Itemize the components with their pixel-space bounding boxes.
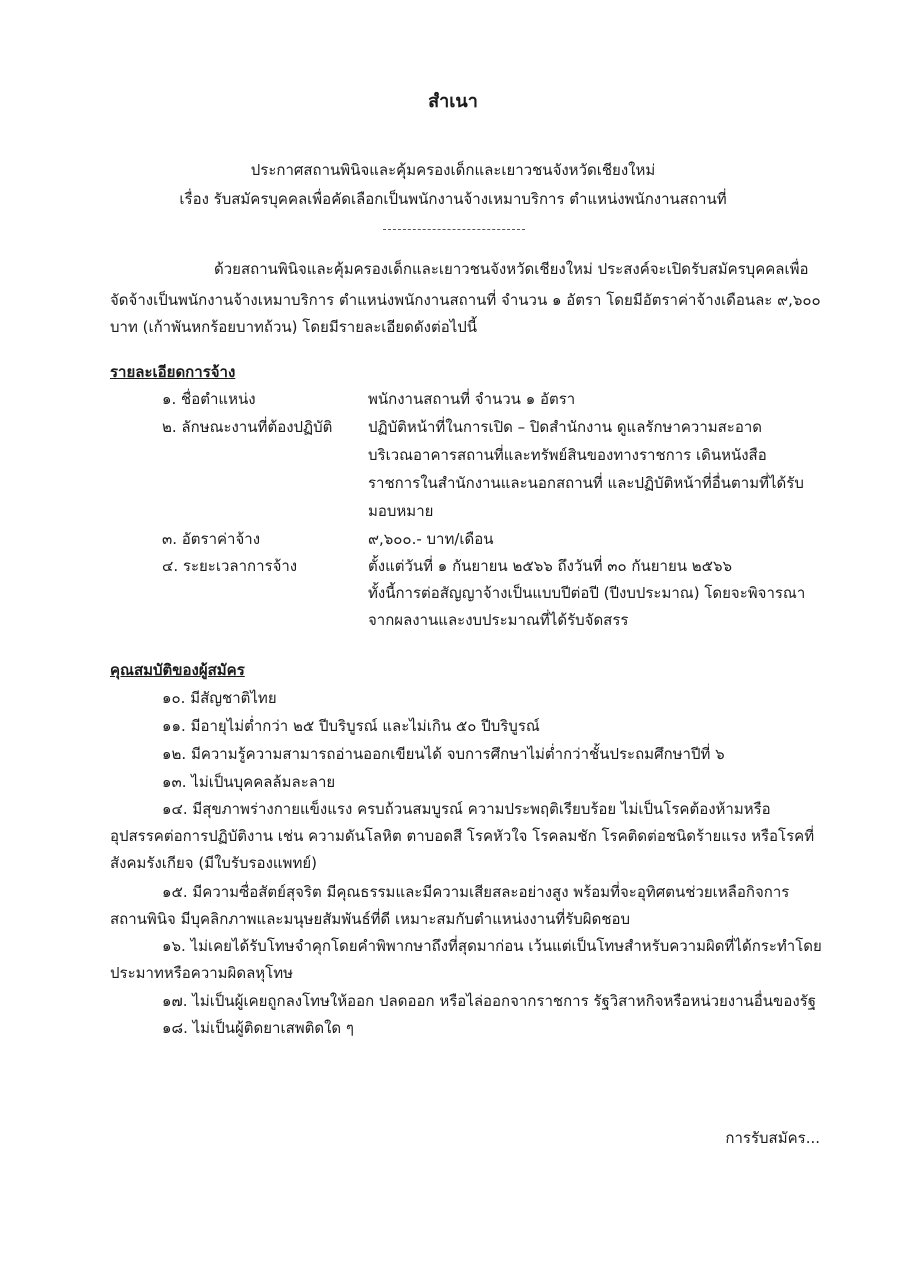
title-divider xyxy=(383,229,525,230)
duties-label: ๒. ลักษณะงานที่ต้องปฏิบัติ xyxy=(162,418,333,436)
period-line: ตั้งแต่วันที่ ๑ กันยายน ๒๕๖๖ ถึงวันที่ ๓๐ กันยายน ๒๕๖๖ xyxy=(368,557,733,575)
position-value: พนักงานสถานที่ จำนวน ๑ อัตรา xyxy=(368,390,576,408)
announcement-title: ประกาศสถานพินิจและคุ้มครองเด็กและเยาวชนจังหวัดเชียงใหม่ xyxy=(250,161,656,179)
copy-label: สำเนา xyxy=(428,91,478,112)
announcement-subject: เรื่อง รับสมัครบุคคลเพื่อคัดเลือกเป็นพนักงานจ้างเหมาบริการ ตำแหน่งพนักงานสถานที่ xyxy=(179,190,727,208)
duties-line: บริเวณอาคารสถานที่และทรัพย์สินของทางราชการ เดินหนังสือ xyxy=(368,446,767,464)
continuation-note: การรับสมัคร... xyxy=(725,1129,820,1147)
qualifications-heading: คุณสมบัติของผู้สมัคร xyxy=(110,661,245,679)
qualification-continuation: สังคมรังเกียจ (มีใบรับรองแพทย์) xyxy=(110,854,317,872)
qualification-item: ๑๕. มีความซื่อสัตย์สุจริต มีคุณธรรมและมีความเสียสละอย่างสูง พร้อมที่จะอุทิศตนช่วยเหลือกิจการ xyxy=(162,883,790,901)
wage-label: ๓. อัตราค่าจ้าง xyxy=(162,530,261,548)
wage-value: ๙,๖๐๐.- บาท/เดือน xyxy=(368,530,494,548)
duties-line: ราชการในสำนักงานและนอกสถานที่ และปฏิบัติหน้าที่อื่นตามที่ได้รับ xyxy=(368,474,804,492)
qualification-item: ๑๑. มีอายุไม่ต่ำกว่า ๒๕ ปีบริบูรณ์ และไม่เกิน ๕๐ ปีบริบูรณ์ xyxy=(162,717,540,735)
qualification-item: ๑๐. มีสัญชาติไทย xyxy=(162,689,277,707)
period-label: ๔. ระยะเวลาการจ้าง xyxy=(162,557,298,575)
qualification-item: ๑๘. ไม่เป็นผู้ติดยาเสพติดใด ๆ xyxy=(162,1019,354,1037)
qualification-item: ๑๒. มีความรู้ความสามารถอ่านออกเขียนได้ จบการศึกษาไม่ต่ำกว่าชั้นประถมศึกษาปีที่ ๖ xyxy=(162,745,725,763)
qualification-continuation: อุปสรรคต่อการปฏิบัติงาน เช่น ความดันโลหิต ตาบอดสี โรคหัวใจ โรคลมชัก โรคติดต่อชนิดร้ายแรง หรือโรคที่ xyxy=(110,827,815,845)
duties-line: ปฏิบัติหน้าที่ในการเปิด – ปิดสำนักงาน ดูแลรักษาความสะอาด xyxy=(368,418,763,436)
intro-line-3: บาท (เก้าพันหกร้อยบาทถ้วน) โดยมีรายละเอียดดังต่อไปนี้ xyxy=(110,318,478,336)
qualification-item: ๑๖. ไม่เคยได้รับโทษจำคุกโดยคำพิพากษาถึงที่สุดมาก่อน เว้นแต่เป็นโทษสำหรับความผิดที่ได้กระทำโดย xyxy=(162,937,822,955)
period-line: ทั้งนี้การต่อสัญญาจ้างเป็นแบบปีต่อปี (ปีงบประมาณ) โดยจะพิจารณา xyxy=(368,584,806,602)
qualification-continuation: ประมาทหรือความผิดลหุโทษ xyxy=(110,964,293,982)
period-line: จากผลงานและงบประมาณที่ได้รับจัดสรร xyxy=(368,611,629,629)
qualification-item: ๑๓. ไม่เป็นบุคคลล้มละลาย xyxy=(162,773,336,791)
position-label: ๑. ชื่อตำแหน่ง xyxy=(162,390,256,408)
intro-line-1: ด้วยสถานพินิจและคุ้มครองเด็กและเยาวชนจังหวัดเชียงใหม่ ประสงค์จะเปิดรับสมัครบุคคลเพื่อ xyxy=(214,260,809,278)
employment-heading: รายละเอียดการจ้าง xyxy=(110,363,236,381)
qualification-item: ๑๔. มีสุขภาพร่างกายแข็งแรง ครบถ้วนสมบูรณ์ ความประพฤติเรียบร้อย ไม่เป็นโรคต้องห้ามหรือ xyxy=(162,800,771,818)
duties-line: มอบหมาย xyxy=(368,502,434,520)
qualification-item: ๑๗. ไม่เป็นผู้เคยถูกลงโทษให้ออก ปลดออก หรือไล่ออกจากราชการ รัฐวิสาหกิจหรือหน่วยงานอื่นของรัฐ xyxy=(162,992,816,1010)
intro-line-2: จัดจ้างเป็นพนักงานจ้างเหมาบริการ ตำแหน่งพนักงานสถานที่ จำนวน ๑ อัตรา โดยมีอัตราค่าจ้างเดือนละ ๙,๖๐๐ xyxy=(110,291,821,309)
qualification-continuation: สถานพินิจ มีบุคลิกภาพและมนุษยสัมพันธ์ที่ดี เหมาะสมกับตำแหน่งงานที่รับผิดชอบ xyxy=(110,910,631,928)
